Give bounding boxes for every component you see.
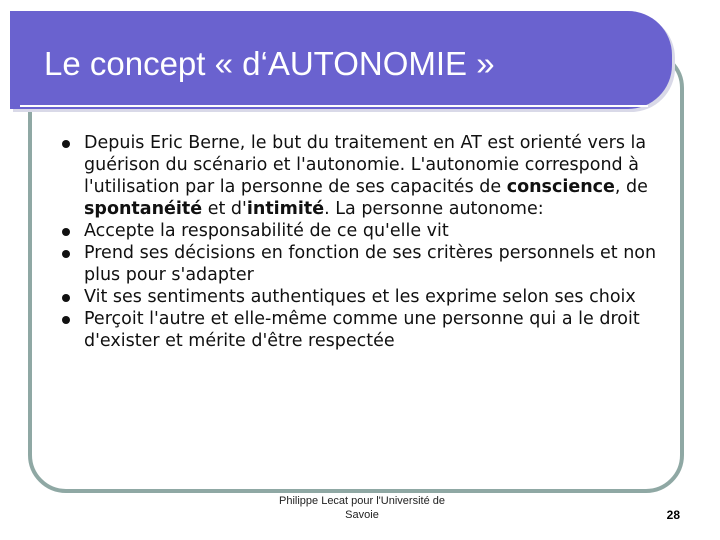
bullet-dot-icon [62,316,70,324]
slide-title: Le concept « d‘AUTONOMIE » [44,45,495,82]
bullet-dot-icon [62,140,70,148]
bold-term: spontanéité [84,199,203,219]
bullet-item [62,220,672,242]
bullet-list [62,132,672,352]
title-underline [20,105,648,107]
footer-text: Philippe Lecat pour l'Université de Savoie [279,495,445,521]
bullet-text: et d' [202,199,247,219]
bullet-text: Accepte la responsabilité de ce qu'elle vit [84,221,449,241]
bullet-item [62,132,672,220]
bullet-text: Perçoit l'autre et elle-même comme une personne qui a le droit d'exister et mérite d'être respectée [84,309,640,351]
bullet-text: Prend ses décisions en fonction de ses critères personnels et non plus pour s'adapter [84,243,657,285]
bullet-item [62,286,672,308]
bullet-dot-icon [62,228,70,236]
bullet-text: Vit ses sentiments authentiques et les exprime selon ses choix [84,287,636,307]
bold-term: intimité [246,199,325,219]
bullet-item [62,308,672,352]
bullet-item [62,242,672,286]
title-bar [10,11,672,109]
bullet-dot-icon [62,250,70,258]
bullet-text: Depuis Eric Berne, le but du traitement en AT est orienté vers la guérison du scénario et l'autonomie. L'autonomie correspond à l'utilisation par la personne de ses capacités de [84,133,647,197]
bullet-dot-icon [62,294,70,302]
bullet-text: , de [614,177,648,197]
bullet-text: . La personne autonome: [324,199,544,219]
page-number: 28 [666,508,680,522]
bold-term: conscience [506,177,615,197]
